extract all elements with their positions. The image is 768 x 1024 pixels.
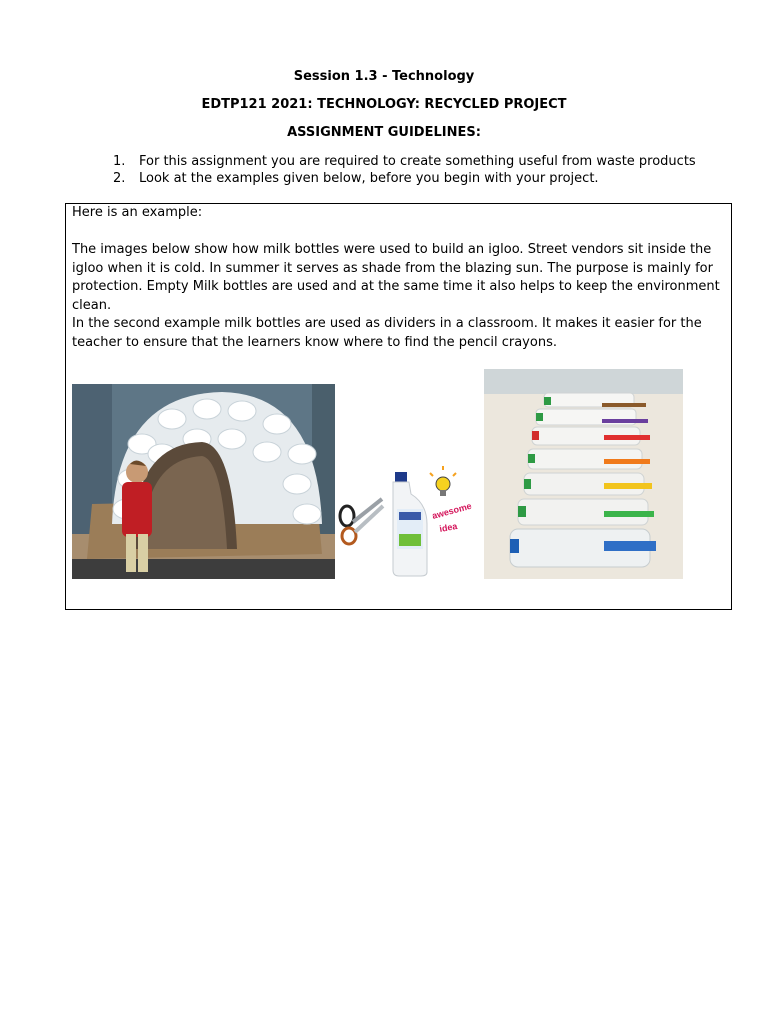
example-box	[65, 203, 732, 610]
example-paragraph-dividers: In the second example milk bottles are used as dividers in a classroom. It makes it easier for the teacher to ensure that the learners know where to find the pencil crayons.	[72, 316, 702, 350]
guideline-number: 1.	[113, 154, 126, 169]
example-intro: Here is an example:	[72, 205, 203, 220]
session-title: Session 1.3 - Technology	[293, 69, 475, 84]
guideline-number: 2.	[113, 171, 126, 186]
guideline-text: Look at the examples given below, before you begin with your project.	[139, 171, 599, 186]
crayon-dividers-photo	[484, 369, 683, 579]
scissors-bottle-illustration	[337, 464, 477, 579]
guidelines-list	[113, 153, 696, 187]
guideline-item	[113, 170, 696, 187]
example-text	[72, 204, 727, 352]
guidelines-title: ASSIGNMENT GUIDELINES:	[287, 125, 481, 140]
example-paragraph-igloo: The images below show how milk bottles were used to build an igloo. Street vendors sit inside the igloo when it is cold. In summer it serves as shade from the blazing sun. The purpose is mainly for protection. Empty Milk bottles are used and at the same time it also helps to keep the environment clean.	[72, 242, 720, 313]
awesome-caption: awesome	[430, 500, 473, 521]
course-title: EDTP121 2021: TECHNOLOGY: RECYCLED PROJECT	[201, 97, 567, 112]
guideline-text: For this assignment you are required to create something useful from waste products	[139, 154, 696, 169]
idea-caption: idea	[438, 520, 459, 534]
guideline-item	[113, 153, 696, 170]
igloo-photo	[72, 384, 335, 579]
